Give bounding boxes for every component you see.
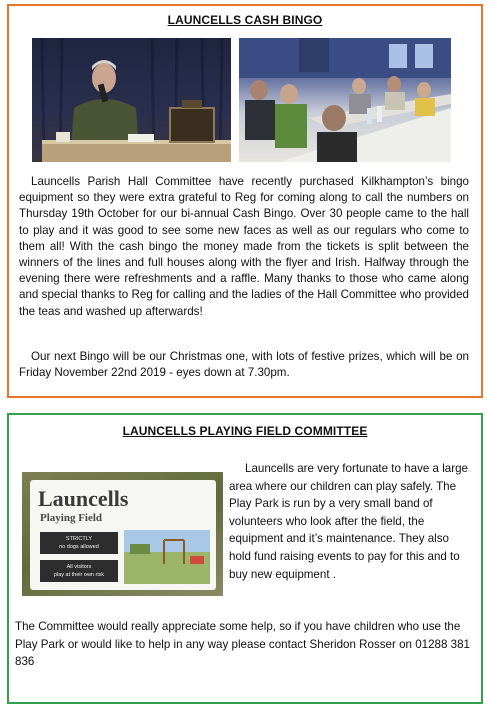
playing-field-sign-photo bbox=[22, 472, 223, 596]
sign-name: Launcells bbox=[38, 486, 129, 511]
bingo-paragraph-2: Our next Bingo will be our Christmas one, with lots of festive prizes, which will be on Friday November 22nd 2019 - eyes down at 7.30pm. bbox=[19, 350, 469, 380]
sign-notice-dogs-line2: no dogs allowed bbox=[59, 544, 99, 550]
sign-subtitle: Playing Field bbox=[40, 512, 103, 524]
playing-field-paragraph-1: Launcells are very fortunate to have a large area where our children can play safely. The Play Park is run by a very small band of volunteers who look after the field, the equipment and it’s maintenance. They also hold fund raising events to pay for this and to buy new equipment . bbox=[229, 462, 468, 581]
bingo-hall-photo bbox=[239, 38, 451, 162]
bingo-paragraph-1: Launcells Parish Hall Committee have recently purchased Kilkhampton’s bingo equipment so they were extra grateful to Reg for coming along to call the numbers on Thursday 19th October for our bi-annual Cash Bingo. Over 30 people came to the hall to play and it was good to see some new faces as well as our regulars who come to them all! With the cash bingo the money made from the tickets is split between the winners of the lines and full houses along with the flyer and Irish. Halfway through the evening there were refreshments and a raffle. Many thanks to those who came along and special thanks to Reg for calling and the ladies of the Hall Committee who provided the teas and washed up afterwards! bbox=[19, 175, 469, 318]
bingo-section bbox=[7, 4, 483, 398]
sign-notice-risk-line1: All visitors bbox=[66, 564, 92, 570]
bingo-caller-photo bbox=[32, 38, 231, 162]
sign-notice-risk-line2: play at their own risk bbox=[53, 572, 105, 578]
playing-field-section bbox=[7, 413, 483, 704]
sign-board bbox=[30, 480, 216, 590]
playing-field-title: LAUNCELLS PLAYING FIELD COMMITTEE bbox=[122, 424, 368, 438]
playing-field-paragraph-2: The Committee would really appreciate some help, so if you have children who use the Play Park or would like to help in any way please contact Sheridon Rosser on 01288 381 836 bbox=[15, 620, 471, 669]
sign-field-picture bbox=[124, 530, 210, 584]
sign-notice-risk bbox=[40, 560, 118, 582]
bingo-title: LAUNCELLS CASH BINGO bbox=[167, 13, 323, 27]
sign-notice-dogs-line1: STRICTLY bbox=[65, 536, 93, 542]
sign-notice-dogs bbox=[40, 532, 118, 554]
